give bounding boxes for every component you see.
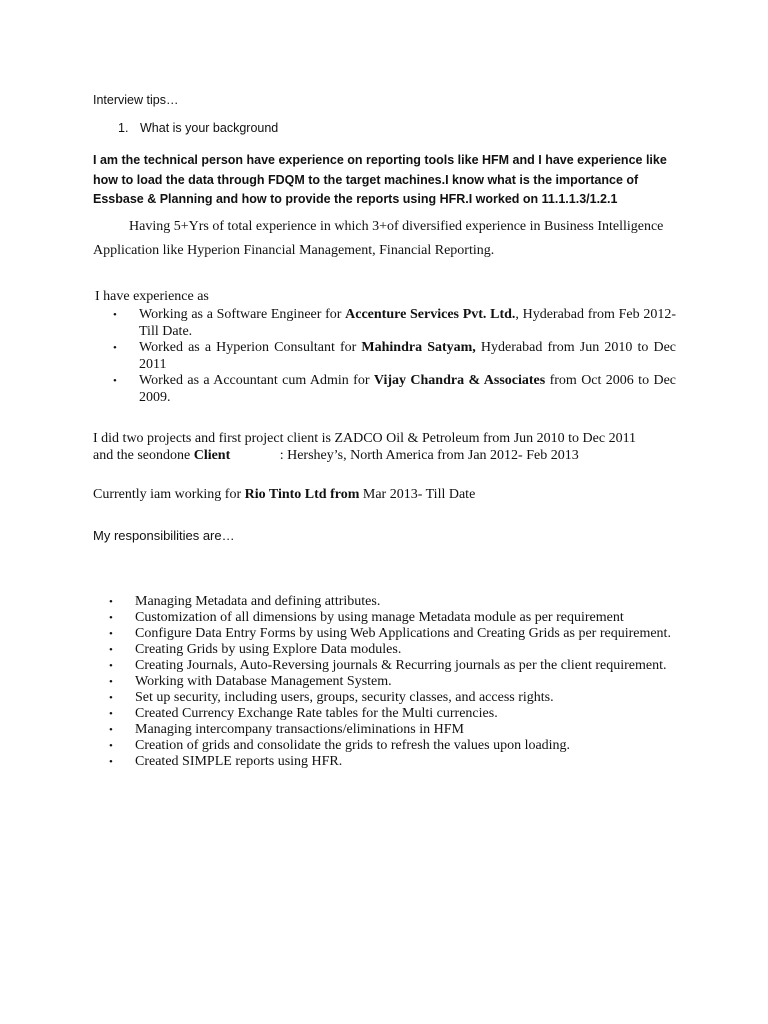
responsibility-text: Customization of all dimensions by using manage Metadata module as per requirement <box>135 610 624 625</box>
bullet-icon: • <box>109 740 113 752</box>
bullet-icon: • <box>113 342 117 354</box>
projects-text: and the seondone <box>93 448 194 463</box>
responsibility-text: Created Currency Exchange Rate tables for the Multi currencies. <box>135 706 498 721</box>
bullet-icon: • <box>113 375 117 387</box>
experience-item <box>113 307 676 340</box>
experience-text: Worked as a Accountant cum Admin for <box>139 373 374 388</box>
bullet-icon: • <box>109 676 113 688</box>
current-company: Rio Tinto Ltd from <box>244 487 360 502</box>
responsibility-text: Set up security, including users, groups, security classes, and access rights. <box>135 690 554 705</box>
experience-company: Mahindra Satyam, <box>361 340 476 355</box>
responsibility-item <box>109 738 674 754</box>
responsibility-text: Managing Metadata and defining attributes. <box>135 594 381 609</box>
responsibility-text: Creating Grids by using Explore Data modules. <box>135 642 402 657</box>
experience-company: Vijay Chandra & Associates <box>373 373 546 388</box>
bullet-icon: • <box>109 612 113 624</box>
responsibility-text: Creation of grids and consolidate the grids to refresh the values upon loading. <box>135 738 571 753</box>
current-text: Currently iam working for <box>93 487 245 502</box>
current-text: Mar 2013- Till Date <box>359 487 476 502</box>
question-number: 1. <box>118 121 129 135</box>
responsibility-item <box>109 626 674 642</box>
experience-item <box>113 373 676 406</box>
responsibility-item <box>109 642 674 658</box>
document-heading: Interview tips… <box>93 93 179 107</box>
client-label: Client <box>193 448 231 463</box>
current-employment <box>93 487 475 503</box>
experience-text: Worked as a Hyperion Consultant for <box>139 340 362 355</box>
answer-paragraph: I am the technical person have experience on reporting tools like HFM and I have experience like how to load the data through FDQM to the target machines.I know what is the importance of Essbase & Planning and how to provide the reports using HFR.I worked on 11.1.1.3/1.2.1 <box>93 153 667 206</box>
summary-paragraph: Having 5+Yrs of total experience in which 3+of diversified experience in Business Intelligence Application like Hyperion Financial Management, Financial Reporting. <box>93 219 664 258</box>
bullet-icon: • <box>109 708 113 720</box>
projects-paragraph <box>93 430 673 464</box>
question-text: What is your background <box>140 121 279 135</box>
responsibility-item <box>109 690 674 706</box>
responsibility-text: Creating Journals, Auto-Reversing journals & Recurring journals as per the client requirement. <box>135 658 667 673</box>
bullet-icon: • <box>109 644 113 656</box>
responsibility-item <box>109 706 674 722</box>
experience-text: from Oct 2006 to Dec 2009. <box>139 373 677 405</box>
responsibility-item <box>109 754 674 770</box>
responsibility-item <box>109 594 674 610</box>
responsibilities-heading: My responsibilities are… <box>93 528 235 543</box>
responsibility-item <box>109 610 674 626</box>
bullet-icon: • <box>113 309 117 321</box>
experience-item <box>113 340 676 373</box>
responsibility-item <box>109 674 674 690</box>
bullet-icon: • <box>109 692 113 704</box>
bullet-icon: • <box>109 660 113 672</box>
experience-company: Accenture Services Pvt. Ltd. <box>345 307 516 322</box>
responsibility-text: Created SIMPLE reports using HFR. <box>135 754 343 769</box>
responsibility-item <box>109 658 674 674</box>
bullet-icon: • <box>109 756 113 768</box>
responsibility-item <box>109 722 674 738</box>
responsibility-text: Configure Data Entry Forms by using Web Applications and Creating Grids as per requirement. <box>135 626 671 641</box>
bullet-icon: • <box>109 596 113 608</box>
question-item <box>118 121 278 135</box>
experience-intro: I have experience as <box>95 289 209 304</box>
responsibility-text: Working with Database Management System. <box>135 674 392 689</box>
responsibilities-list <box>109 594 674 770</box>
projects-line-1: I did two projects and first project client is ZADCO Oil & Petroleum from Jun 2010 to Dec 2011 <box>93 431 637 446</box>
bullet-icon: • <box>109 628 113 640</box>
projects-line-2 <box>93 447 673 464</box>
experience-text: Hyderabad from Jun 2010 to Dec 2011 <box>139 340 676 372</box>
responsibility-text: Managing intercompany transactions/eliminations in HFM <box>135 722 464 737</box>
experience-list <box>113 307 676 406</box>
experience-text: , Hyderabad from Feb 2012- Till Date. <box>139 307 676 339</box>
projects-text: : Hershey’s, North America from Jan 2012- Feb 2013 <box>279 448 579 463</box>
experience-text: Working as a Software Engineer for <box>139 307 346 322</box>
bullet-icon: • <box>109 724 113 736</box>
